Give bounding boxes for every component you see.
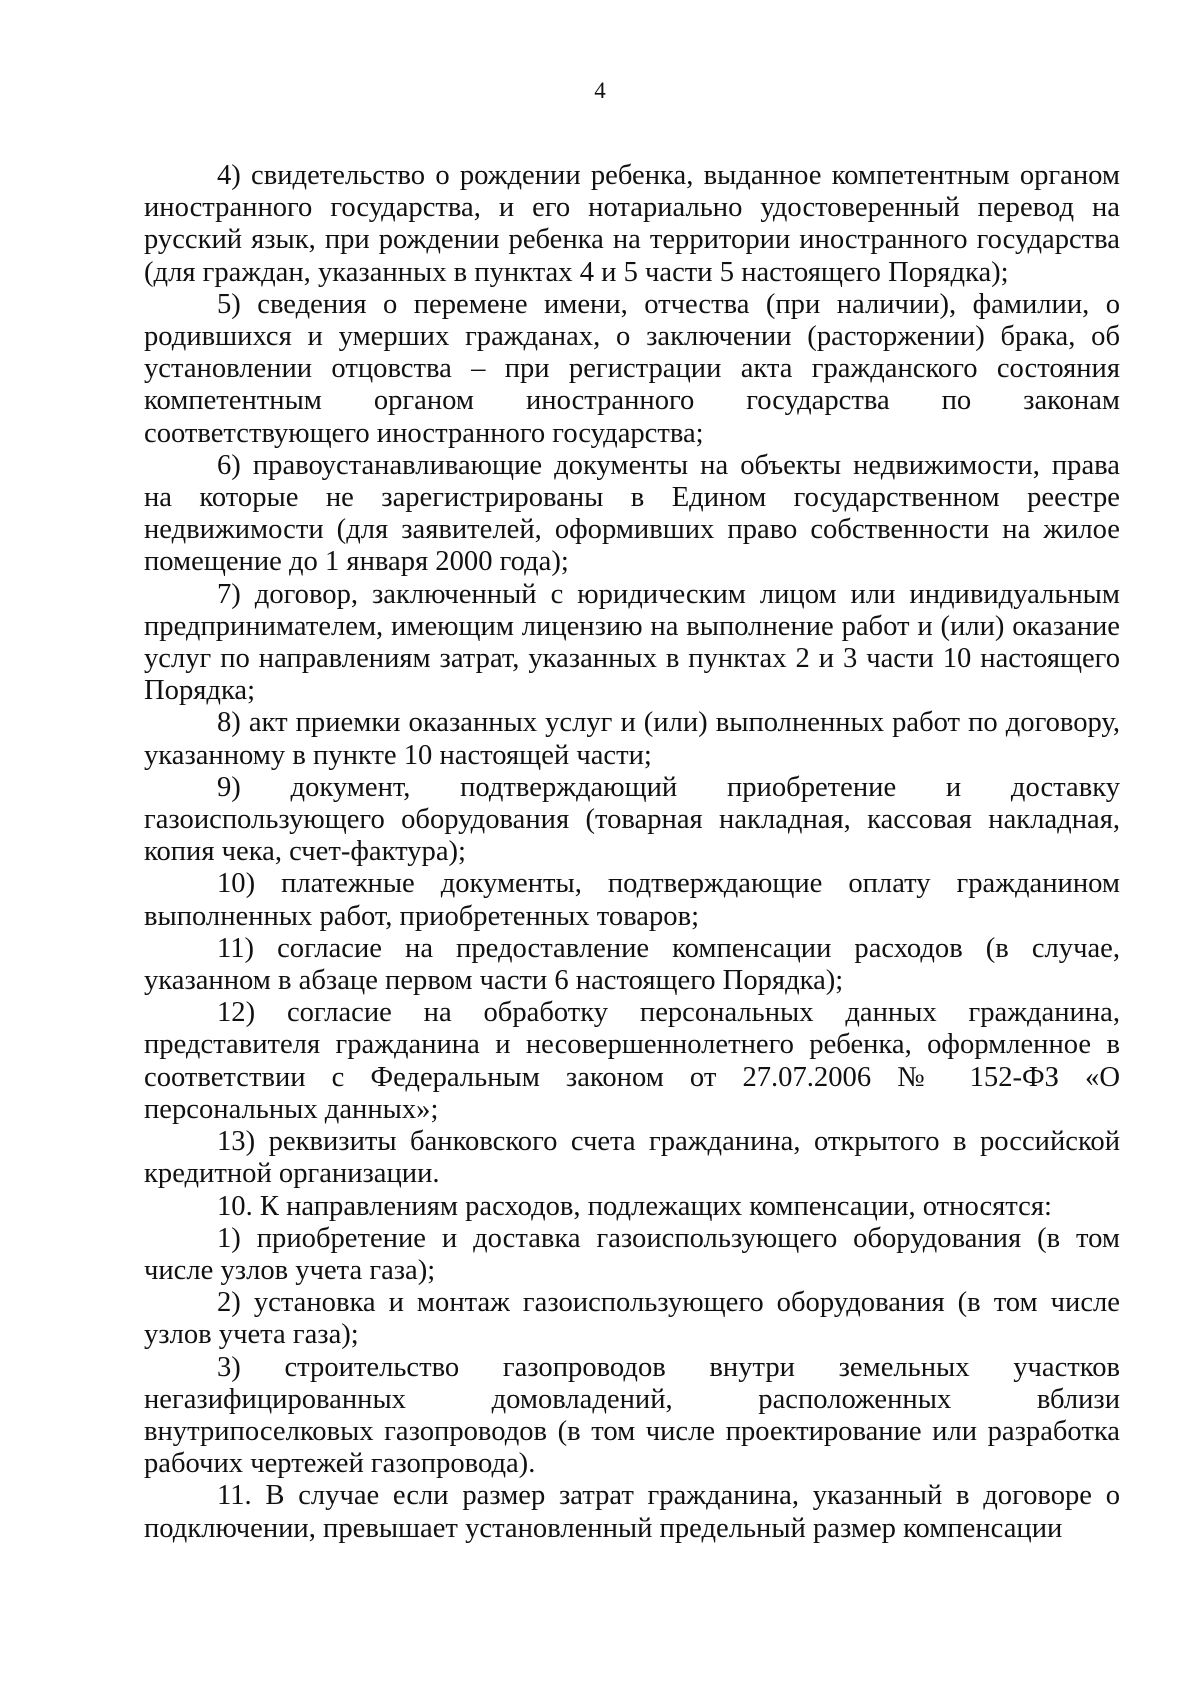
paragraph-item-12-personal-data-consent: 12) согласие на обработку персональных данных гражданина, представителя гражданина и несовершеннолетнего ребенка, оформленное в соответствии с Федеральным законом от 27.07.2006 № 152-ФЗ «О персональных данных»; <box>144 997 1120 1125</box>
paragraph-item-7-contract: 7) договор, заключенный с юридическим лицом или индивидуальным предпринимателем, имеющим лицензию на выполнение работ и (или) оказание услуг по направлениям затрат, указанных в пунктах 2 и 3 части 10 настоящего Порядка; <box>144 578 1120 707</box>
paragraph-item-5-civil-status-info: 5) сведения о перемене имени, отчества (при наличии), фамилии, о родившихся и умерших гражданах, о заключении (расторжении) брака, об установлении отцовства – при регистрации акта гражданского состояния компетентным органом иностранного государства по законам соответствующего иностранного государства; <box>144 288 1120 449</box>
document-body <box>144 160 1120 1545</box>
page-number: 4 <box>594 78 606 103</box>
paragraph-expense-2-installation: 2) установка и монтаж газоиспользующего оборудования (в том числе узлов учета газа); <box>144 1287 1120 1351</box>
paragraph-expense-1-equipment-purchase: 1) приобретение и доставка газоиспользующего оборудования (в том числе узлов учета газа); <box>144 1222 1120 1286</box>
paragraph-item-4-birth-certificate: 4) свидетельство о рождении ребенка, выданное компетентным органом иностранного государства, и его нотариально удостоверенный перевод на русский язык, при рождении ребенка на территории иностранного государства (для граждан, указанных в пунктах 4 и 5 части 5 настоящего Порядка); <box>144 160 1120 288</box>
paragraph-expense-3-gas-pipeline-construction: 3) строительство газопроводов внутри земельных участков негазифицированных домовладений, расположенных вблизи внутрипоселковых газопроводов (в том числе проектирование или разработка рабочих чертежей газопровода). <box>144 1351 1120 1480</box>
paragraph-item-10-payment-documents: 10) платежные документы, подтверждающие оплату гражданином выполненных работ, приобретенных товаров; <box>144 868 1120 932</box>
paragraph-item-13-bank-details: 13) реквизиты банковского счета гражданина, открытого в российской кредитной организации. <box>144 1126 1120 1190</box>
paragraph-section-10-heading: 10. К направлениям расходов, подлежащих компенсации, относятся: <box>217 1190 1052 1222</box>
paragraph-section-11: 11. В случае если размер затрат гражданина, указанный в договоре о подключении, превышает установленный предельный размер компенсации <box>144 1480 1120 1544</box>
paragraph-item-8-acceptance-act: 8) акт приемки оказанных услуг и (или) выполненных работ по договору, указанному в пункте 10 настоящей части; <box>144 707 1120 771</box>
paragraph-item-6-property-documents: 6) правоустанавливающие документы на объекты недвижимости, права на которые не зарегистрированы в Едином государственном реестре недвижимости (для заявителей, оформивших право собственности на жилое помещение до 1 января 2000 года); <box>144 449 1120 578</box>
paragraph-item-11-compensation-consent: 11) согласие на предоставление компенсации расходов (в случае, указанном в абзаце первом части 6 настоящего Порядка); <box>144 932 1120 997</box>
paragraph-item-9-equipment-purchase-document: 9) документ, подтверждающий приобретение и доставку газоиспользующего оборудования (товарная накладная, кассовая накладная, копия чека, счет-фактура); <box>144 771 1120 868</box>
